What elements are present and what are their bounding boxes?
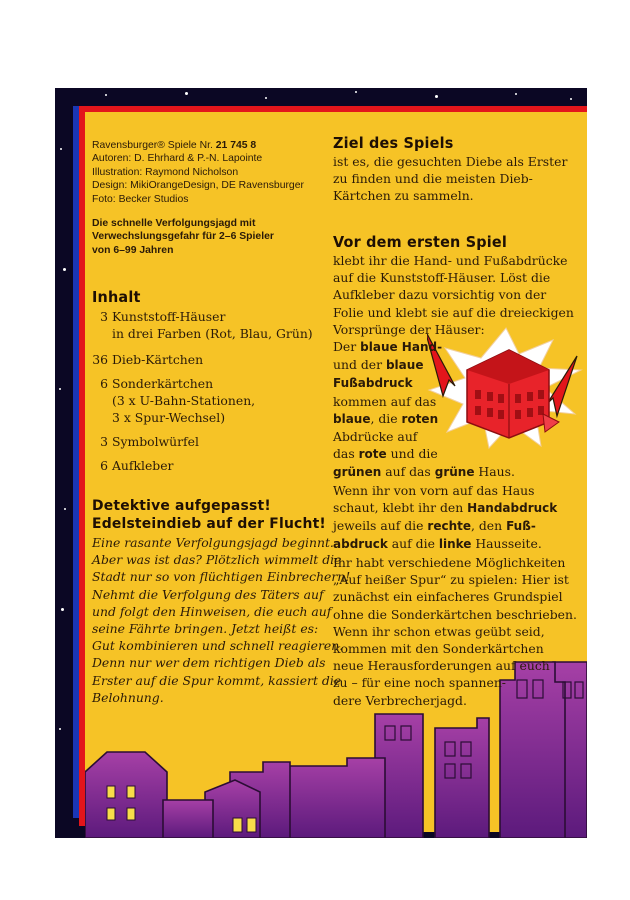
moeglich-line: dere Verbrecherjagd. (333, 692, 467, 708)
star (435, 95, 438, 98)
detektive-line: Stadt nur so von flüchtigen Einbrechern! (92, 569, 351, 585)
item-text: (3 x U-Bahn-Stationen, (112, 393, 256, 408)
credits-prefix: Ravensburger® Spiele Nr. (92, 140, 216, 151)
ziel-line: ist es, die gesuchten Diebe als Erster (333, 154, 568, 169)
ziel-line: zu finden und die meisten Dieb- (333, 171, 533, 187)
manual-page (55, 88, 587, 838)
star (265, 97, 267, 99)
vor-text-run: und die (386, 446, 438, 462)
vor-text-run: Hausseite. (471, 536, 542, 552)
detektive-text (92, 534, 350, 706)
vor-line: Aufkleber dazu vorsichtig von der (333, 287, 547, 303)
item-text: in drei Farben (Rot, Blau, Grün) (112, 326, 313, 341)
star (185, 92, 188, 95)
detektive-line: Aber was ist das? Plötzlich wimmelt die (92, 552, 342, 568)
detektive-line: seine Fährte bringen. Jetzt heißt es: (92, 621, 319, 637)
star (59, 728, 61, 730)
detektive-heading (92, 497, 326, 533)
credits-illustration: Illustration: Raymond Nicholson (92, 166, 239, 178)
vor-bold-run: Handabdruck (467, 500, 558, 515)
vor-line: Folie und klebt sie auf die dreieckigen (333, 304, 574, 320)
star (570, 98, 572, 100)
inhalt-heading: Inhalt (92, 288, 141, 306)
detektive-line: Denn nur wer dem richtigen Dieb als (92, 655, 326, 671)
vor-text-run: jeweils auf die (333, 518, 428, 534)
vor-bold-run: grünen (333, 465, 382, 480)
vor-text-run: Haus. (474, 464, 515, 480)
credits-photo: Foto: Becker Studios (92, 193, 189, 205)
detektive-line: Belohnung. (92, 689, 164, 705)
vor-text-run: auf die (387, 536, 439, 552)
tagline-line: von 6–99 Jahren (92, 244, 174, 256)
detektive-heading-line: Detektive aufgepasst! (92, 498, 271, 514)
inhalt-list (92, 308, 313, 474)
item-qty: 3 (100, 309, 108, 324)
credits-authors: Autoren: D. Ehrhard & P.-N. Lapointe (92, 153, 263, 165)
item-text: 3 x Spur-Wechsel) (112, 410, 226, 425)
detektive-heading-line: Edelsteindieb auf der Flucht! (92, 516, 326, 532)
moeglich-line: Ihr habt verschiedene Möglichkeiten (333, 555, 566, 570)
moeglich-line: zu – für eine noch spannen- (333, 675, 506, 691)
moeglich-line: zunächst ein einfacheres Grundspiel (333, 589, 563, 605)
vor-text-run: , die (370, 410, 402, 426)
tagline-line: Die schnelle Verfolgungsjagd mit (92, 218, 256, 229)
vor-line: Wenn ihr von vorn auf das Haus (333, 482, 535, 498)
vor-text-run: und der (333, 357, 386, 373)
vor-line: Vorsprünge der Häuser: (333, 321, 485, 337)
detektive-line: und folgt den Hinweisen, die euch auf (92, 603, 332, 619)
item-text: Symbolwürfel (111, 434, 199, 449)
tagline-line: Verwechslungsgefahr für 2–6 Spieler (92, 231, 274, 243)
item-text: Dieb-Kärtchen (111, 352, 204, 367)
vor-bold-run: linke (438, 537, 472, 552)
moeglich-line: neue Herausforderungen auf euch (333, 658, 550, 674)
star (515, 93, 517, 95)
star (105, 94, 107, 96)
star (64, 508, 66, 510)
star (60, 148, 62, 150)
item-qty: 6 (100, 376, 108, 391)
item-text: Sonderkärtchen (111, 376, 214, 391)
detektive-line: Gut kombinieren und schnell reagieren. (92, 638, 344, 654)
star (59, 388, 61, 390)
vor-text-run: , den (471, 518, 507, 534)
vor-text (333, 252, 574, 553)
tagline (92, 217, 274, 257)
moeglich-line: ohne die Sonderkärtchen beschrieben. (333, 606, 577, 622)
moeglichkeiten-text (333, 554, 577, 709)
detektive-line: Nehmt die Verfolgung des Täters auf (92, 586, 324, 602)
item-text: Kunststoff-Häuser (111, 309, 226, 324)
vor-line: Abdrücke auf (333, 429, 418, 445)
credits-product-number: 21 745 8 (215, 140, 257, 151)
vor-bold-run: blaue (385, 358, 424, 373)
vor-heading: Vor dem ersten Spiel (333, 233, 507, 251)
star (355, 91, 357, 93)
vor-line: auf die Kunststoff-Häuser. Löst die (333, 270, 551, 286)
vor-bold-run: roten (401, 411, 439, 426)
detektive-line: Erster auf die Spur kommt, kassiert die (92, 672, 342, 688)
moeglich-line: Wenn ihr schon etwas geübt seid, (333, 623, 545, 639)
moeglich-line: kommen mit den Sonderkärtchen (333, 641, 544, 657)
vor-text-run: schaut, klebt ihr den (333, 499, 468, 515)
vor-bold-run: grüne (434, 465, 475, 480)
vor-line: klebt ihr die Hand- und Fußabdrücke (333, 253, 568, 268)
detektive-line: Eine rasante Verfolgungsjagd beginnt. (92, 535, 334, 550)
ziel-text (333, 153, 567, 205)
credits-design: Design: MikiOrangeDesign, DE Ravensburger (92, 180, 304, 192)
vor-line: kommen auf das (333, 393, 437, 409)
vor-text-run: Der (333, 339, 361, 355)
vor-bold-run: Fuß- (506, 519, 536, 534)
star (61, 608, 64, 611)
star (63, 268, 66, 271)
ziel-line: Kärtchen zu sammeln. (333, 188, 474, 204)
vor-bold-run: abdruck (333, 537, 388, 552)
item-qty: 36 (92, 352, 108, 367)
moeglich-line: „Auf heißer Spur“ zu spielen: Hier ist (333, 572, 569, 588)
vor-text-run: das (333, 446, 359, 462)
ziel-heading: Ziel des Spiels (333, 134, 454, 152)
vor-text-run: auf das (381, 464, 435, 480)
item-qty: 3 (100, 434, 108, 449)
credits-block (92, 139, 304, 206)
item-qty: 6 (100, 458, 108, 473)
item-text: Aufkleber (111, 458, 174, 473)
vor-bold-run: blaue (333, 411, 371, 426)
vor-bold-run: Fußabdruck (333, 376, 413, 391)
vor-bold-run: rechte (427, 519, 471, 534)
vor-bold-run: rote (358, 447, 387, 462)
vor-bold-run: blaue Hand- (360, 340, 443, 355)
